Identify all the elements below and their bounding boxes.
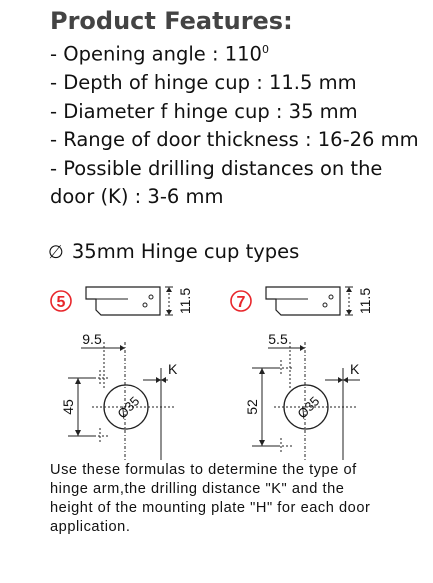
k-label-5: K [168, 361, 178, 377]
diameter-icon: ∅ [48, 242, 64, 263]
height-label-7: 52 [244, 399, 260, 415]
feature-opening-angle-text: - Opening angle : 110 [50, 42, 262, 66]
badge-7-number: 7 [236, 294, 246, 311]
depth-label-5: 11.5 [177, 287, 193, 315]
feature-opening-angle [50, 36, 430, 69]
feature-door-thickness: - Range of door thickness : 16-26 mm [50, 128, 419, 151]
feature-drilling-distance: - Possible drilling distances on the [50, 156, 383, 180]
feature-cup-depth: - Depth of hinge cup : 11.5 mm [50, 71, 357, 94]
formula-description: Use these formulas to determine the type of hinge arm,the drilling distance "K" and the height of the mounting plate "H" for each door application. [50, 462, 371, 535]
height-label-5: 45 [60, 399, 76, 415]
feature-cup-diameter: - Diameter f hinge cup : 35 mm [50, 99, 358, 123]
hinge-cup-diagram-5 [51, 287, 193, 460]
k-label-7: K [350, 361, 360, 377]
cup-profile-7 [266, 287, 340, 315]
product-features [50, 6, 430, 212]
feature-drilling-distance-value: door (K) : 3-6 mm [50, 185, 224, 208]
badge-5-number: 5 [56, 294, 66, 311]
diameter-label-5: Ø35 [114, 393, 143, 422]
cup-types-title [48, 240, 299, 263]
hinge-cup-diagrams [0, 270, 433, 465]
cup-types-title-text: 35mm Hinge cup types [71, 240, 300, 263]
features-title: Product Features: [50, 7, 293, 35]
cup-profile-5 [86, 287, 160, 315]
degree-superscript: 0 [261, 43, 269, 56]
diameter-label-7: Ø35 [294, 393, 323, 422]
depth-label-7: 11.5 [357, 287, 373, 315]
offset-label-5: 9.5 [82, 331, 102, 347]
hinge-cup-diagram-7 [231, 287, 373, 460]
offset-label-7: 5.5 [268, 331, 288, 347]
